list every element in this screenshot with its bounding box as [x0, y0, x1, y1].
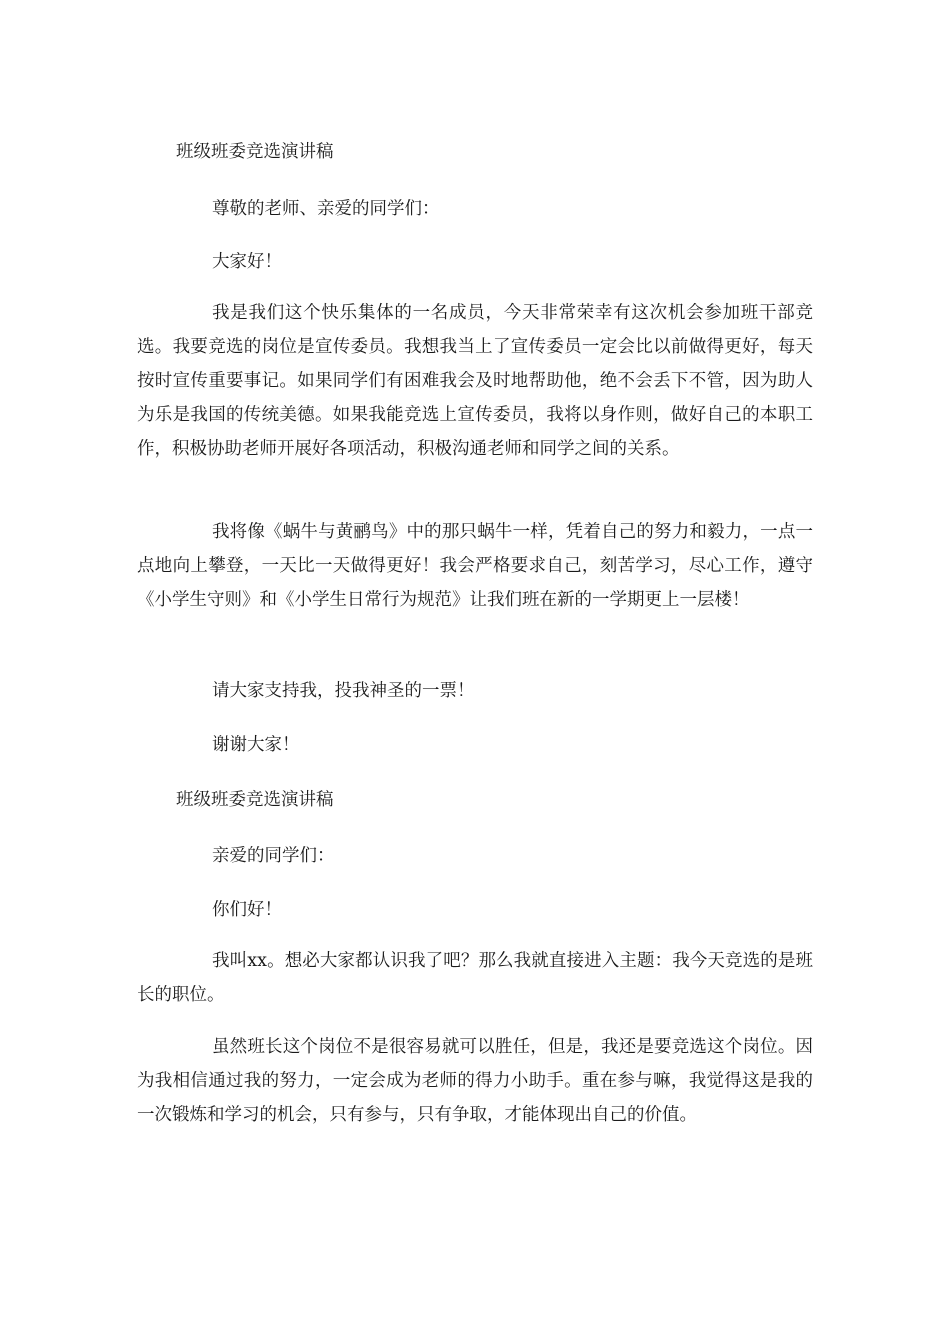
speech2-salutation: 亲爱的同学们： [212, 846, 335, 866]
speech2-greeting: 你们好！ [212, 900, 282, 920]
speech2-paragraph-2: 虽然班长这个岗位不是很容易就可以胜任，但是，我还是要竞选这个岗位。因为我相信通过我的努力，一定会成为老师的得力小助手。重在参与嘛，我觉得这是我的一次锻炼和学习的机会，只有参与，只有争取，才能体现出自己的价值。 [137, 1037, 813, 1125]
speech1-paragraph-2: 我将像《蜗牛与黄鹂鸟》中的那只蜗牛一样，凭着自己的努力和毅力，一点一点地向上攀登，一天比一天做得更好！我会严格要求自己，刻苦学习，尽心工作，遵守《小学生守则》和《小学生日常行为规范》让我们班在新的一学期更上一层楼！ [137, 522, 813, 610]
speech1-title: 班级班委竞选演讲稿 [176, 142, 334, 162]
speech1-thanks: 谢谢大家！ [212, 735, 300, 755]
speech1-greeting: 大家好！ [212, 252, 282, 272]
speech1-salutation: 尊敬的老师、亲爱的同学们： [212, 199, 440, 219]
speech1-appeal: 请大家支持我，投我神圣的一票！ [212, 681, 475, 701]
speech1-paragraph-1: 我是我们这个快乐集体的一名成员，今天非常荣幸有这次机会参加班干部竞选。我要竞选的岗位是宣传委员。我想我当上了宣传委员一定会比以前做得更好，每天按时宣传重要事记。如果同学们有困难我会及时地帮助他，绝不会丢下不管，因为助人为乐是我国的传统美德。如果我能竞选上宣传委员，我将以身作则，做好自己的本职工作，积极协助老师开展好各项活动，积极沟通老师和同学之间的关系。 [137, 303, 813, 459]
speech2-title: 班级班委竞选演讲稿 [176, 790, 334, 810]
speech2-paragraph-1: 我叫xx。想必大家都认识我了吧？那么我就直接进入主题：我今天竞选的是班长的职位。 [137, 951, 813, 1005]
